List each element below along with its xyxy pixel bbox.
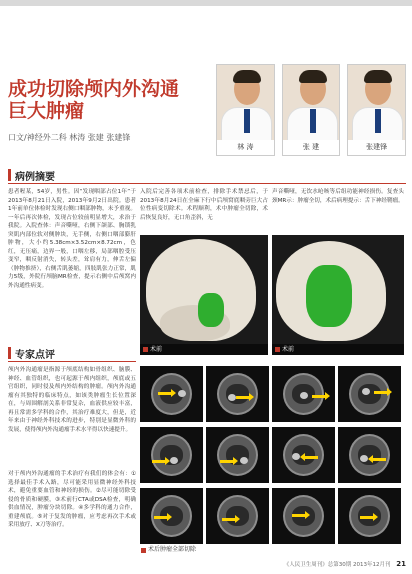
doctor-photo-3 [347, 64, 406, 156]
mri-preop-6 [206, 427, 269, 483]
doctor-photo-2 [282, 64, 341, 156]
doctor-name-2: 张 建 [283, 140, 340, 155]
page-footer [8, 560, 406, 568]
expert-comment-para2: 对于颅内外沟通瘤的手术治疗有我们的体会有：①选择最佳手术入路，尽可能采用显微神经外科技术，避免重要血管和神经的损伤。②尽可能切除受侵的骨质和硬膜，③术前行CTA或DSA检查，明确供血情况，肿瘤分块切除。④多学科的通力合作，重建颅底。⑤对于复发的肿瘤，应考虑再次手术或采用放疗、X刀等治疗。 [8, 471, 136, 528]
doctor-name-1: 林 涛 [217, 140, 274, 155]
mri-preop-5 [140, 427, 203, 483]
mri-preop-2 [206, 366, 269, 422]
preop-ct-figure [140, 235, 268, 355]
mri-postop-4 [338, 488, 401, 544]
mri-postop-1 [140, 488, 203, 544]
mri-preop-3 [272, 366, 335, 422]
preop-ct-caption-2: 术前 [272, 344, 404, 355]
caption-marker [141, 548, 146, 553]
mri-postop-3 [272, 488, 335, 544]
case-summary-col1: 患者喔某，54岁，男性。因“发现咽部占位1年”于2013年8月21日入院，2013年9月2日出院。患者1年前单位体检时发现右侧口咽部肿物，未予重视。一年后再次体检，发现占位较前明显增大，求治于我院。入院查体：声音嘶哑，右侧下颌部、胸锁乳突肌内部位软对侧肿块，无手侧，右侧口咽部膨肝肿物，大小约5.38cm×3.52cm×8.72cm，色红，无压痛，边界一般，口咽左移，局部咽腔受压变窄，咽反射消失，转头差，耸肩有力，伸舌左偏（肿物推挤），右侧舌肌萎缩，四肢肌张力正常，肌力5级，外院行颅脑MR检查，提示右侧中后颅窝内外沟通性病变。 [8, 189, 136, 289]
case-summary-rule [8, 183, 406, 184]
doctor-photos [216, 64, 406, 156]
expert-comment-para1: 颅内外沟通瘤是指源于颅底结构如骨组织、脑膜、神经、血管组织，也可起源于颅内组织，颅底或五官组织，同时侵及颅内外结构的肿瘤。颅内外沟通瘤有其独特的临床特点，如该类肿瘤生长位置深在，与周围解剖关系非常复杂，血液供应较丰富，再且常需多学科的合作，其治疗难度大，但是，近年来由于神经外科技术的进步，特别是显微外科的发展，使得颅内外沟通瘤手术水平得以快速提升。 [8, 367, 136, 433]
mri-preop-7 [272, 427, 335, 483]
journal-name: 《人民卫生周刊》总第30期 2013年12月刊 [283, 562, 391, 568]
mri-preop-8 [338, 427, 401, 483]
article-byline: 口文/神经外二科 林涛 张建 张建锋 [8, 133, 131, 142]
expert-comment-heading: 专家点评 [8, 346, 55, 360]
tumor-mark-2 [306, 265, 352, 327]
mri-preop-1 [140, 366, 203, 422]
top-band [0, 0, 412, 6]
doctor-name-3: 张建锋 [348, 140, 405, 155]
page-number: 21 [396, 560, 406, 568]
tumor-mark [198, 293, 224, 327]
section-marker [8, 169, 11, 181]
case-summary-col3: 声音嘶哑，无饮水呛咳等后组功能神经损伤。复查头颈MR示：肿瘤全切，术后病理提示：舌下神经鞘瘤。 [272, 189, 404, 204]
doctor-photo-1 [216, 64, 275, 156]
expert-comment-rule [8, 361, 136, 362]
preop-ct-caption: 术前 [140, 344, 268, 355]
section-marker-2 [8, 347, 11, 359]
title-line-2: 巨大肿瘤 [8, 100, 85, 122]
mri-caption: 术后肿瘤全部切除 [140, 545, 404, 555]
article-title [8, 78, 213, 122]
preop-ct-figure-2 [272, 235, 404, 355]
case-summary-col2: 入院后完善各项术前检查，排除手术禁忌后，于2013年8月24日在全麻下行中后颅窝底咽旁巨大占位性病变切除术。术程顺利，术中肿瘤全切除，术后恢复良好，无口角歪斜，无 [140, 189, 268, 221]
title-line-1: 成功切除颅内外沟通 [8, 78, 180, 100]
case-summary-heading: 病例摘要 [8, 168, 55, 182]
mri-postop-2 [206, 488, 269, 544]
mri-preop-4 [338, 366, 401, 422]
